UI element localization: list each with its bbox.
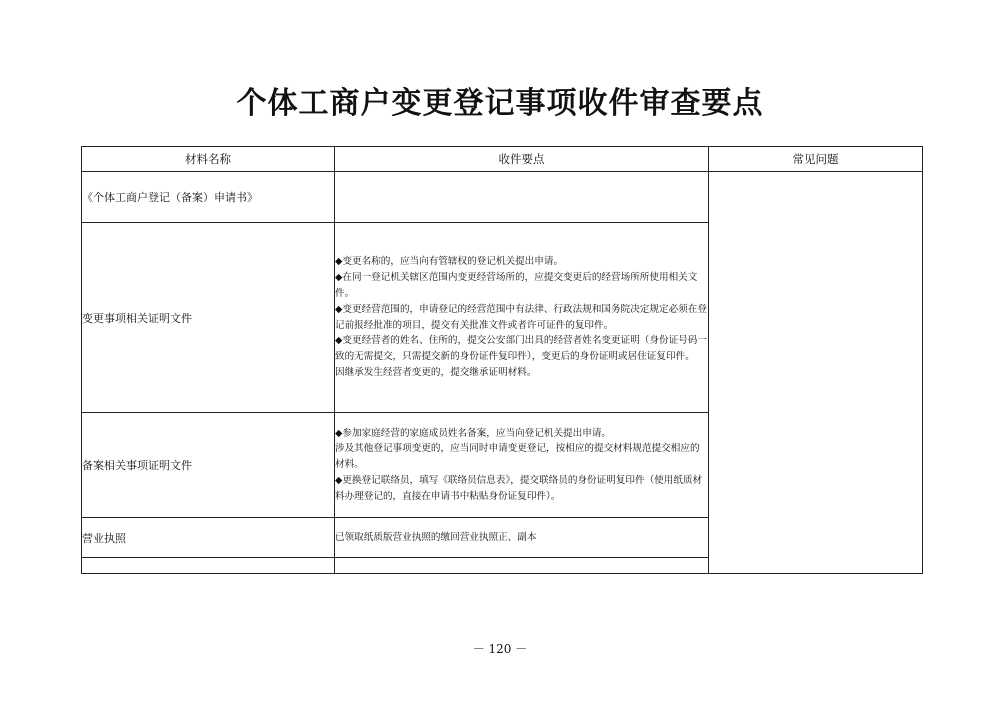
key-point: 因继承发生经营者变更的，提交继承证明材料。 — [335, 366, 537, 378]
key-point: ◆变更经营范围的，申请登记的经营范围中有法律、行政法规和国务院决定规定必须在登记前报经批准的项目，提交有关批准文件或者许可证件的复印件。 — [335, 303, 707, 331]
row-material-name: 《个体工商户登记（备案）申请书》 — [82, 172, 335, 223]
key-point: 涉及其他登记事项变更的，应当同时申请变更登记，按相应的提交材料规范提交相应的材料。 — [335, 443, 700, 471]
row-key-points — [335, 518, 709, 558]
key-point: ◆在同一登记机关辖区范围内变更经营场所的，应提交变更后的经营场所所使用相关文件。 — [335, 272, 698, 299]
key-point: ◆参加家庭经营的家庭成员姓名备案，应当向登记机关提出申请。 — [335, 427, 612, 439]
row-key-points — [335, 223, 709, 413]
header-common-issues: 常见问题 — [709, 147, 923, 172]
header-key-points: 收件要点 — [335, 147, 709, 172]
empty-cell — [335, 558, 709, 574]
table-row — [82, 172, 923, 223]
page-number: － 120 － — [472, 642, 528, 656]
row-key-points — [335, 413, 709, 518]
key-point: 已领取纸质版营业执照的缴回营业执照正、副本 — [335, 531, 537, 543]
header-material-name: 材料名称 — [82, 147, 335, 172]
key-point: ◆更换登记联络员，填写《联络员信息表》，提交联络员的身份证明复印件（使用纸质材料办理登记的，直接在申请书中粘贴身份证复印件）。 — [335, 474, 703, 502]
row-material-name: 变更事项相关证明文件 — [82, 223, 335, 413]
key-point: ◆变更名称的，应当向有管辖权的登记机关提出申请。 — [335, 256, 564, 268]
row-key-points — [335, 172, 709, 223]
key-point: ◆变更经营者的姓名、住所的，提交公安部门出具的经营者姓名变更证明（身份证号码一致的无需提交，只需提交新的身份证件复印件），变更后的身份证明或居住证复印件。 — [335, 335, 707, 363]
review-points-table — [81, 146, 923, 574]
table-header-row — [82, 147, 923, 172]
common-issues-cell — [709, 172, 923, 574]
page-title: 个体工商户变更登记事项收件审查要点 — [236, 86, 764, 121]
row-material-name: 营业执照 — [82, 518, 335, 558]
empty-cell — [82, 558, 335, 574]
row-material-name: 备案相关事项证明文件 — [82, 413, 335, 518]
